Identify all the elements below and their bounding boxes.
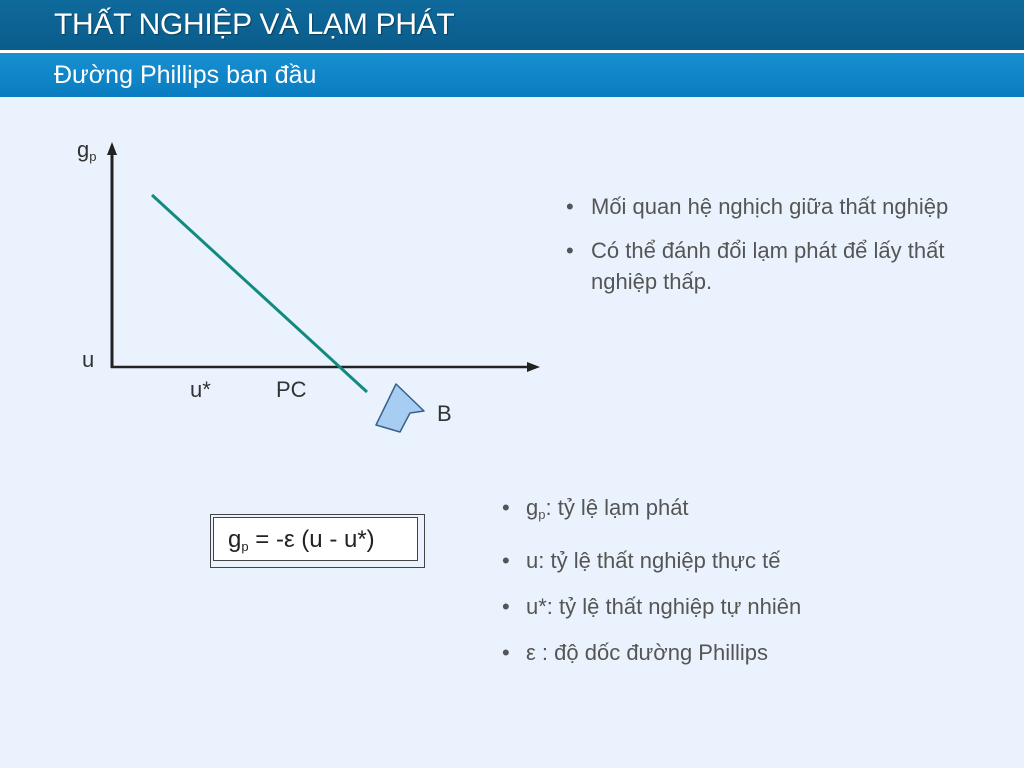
bullet-item: • Có thể đánh đổi lạm phát để lấy thất nghiệp thấp. [566,235,976,297]
bullet-item: • Mối quan hệ nghịch giữa thất nghiệp [566,191,976,222]
definition-item: • u: tỷ lệ thất nghiệp thực tế [502,545,922,576]
y-axis-label: $g_p$ [77,137,97,164]
definitions-list [502,492,922,683]
definition-item: • $g_p$: tỷ lệ lạm phát [502,492,922,530]
bullets-top [566,191,976,310]
formula-box [210,514,425,568]
arrow-b-shape [376,384,424,432]
x-axis-arrowhead [527,362,540,372]
phillips-curve-line [152,195,367,392]
x-axis-label: u [82,347,95,372]
slide-title: THẤT NGHIỆP VÀ LẠM PHÁT [54,8,455,41]
ustar-label: u* [190,377,211,402]
arrow-b-label: B [437,401,452,426]
y-axis-arrowhead [107,142,117,155]
slide-subtitle: Đường Phillips ban đầu [54,61,317,89]
definition-item: • ε : độ dốc đường Phillips [502,637,922,668]
curve-label: PC [276,377,307,402]
formula-text: $g_p = -\varepsilon$ (u - u*) [213,517,418,561]
definition-item: • u*: tỷ lệ thất nghiệp tự nhiên [502,591,922,622]
